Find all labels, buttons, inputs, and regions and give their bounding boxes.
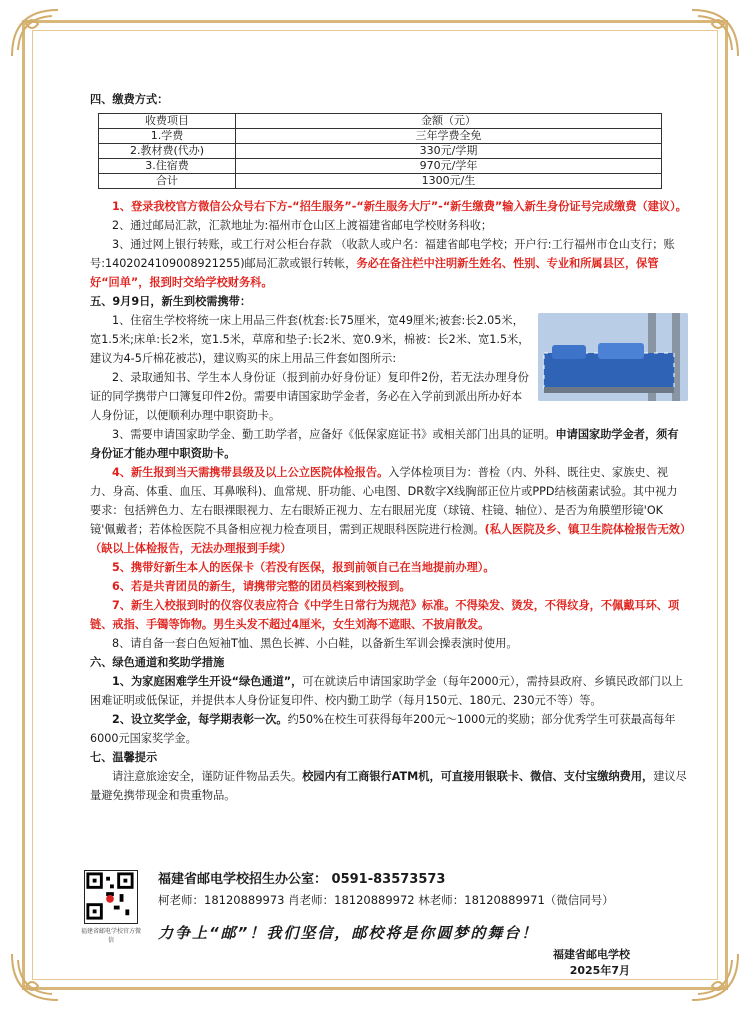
document-body (90, 90, 688, 805)
qr-code-icon[interactable] (84, 870, 138, 924)
ornament-corner-icon (688, 6, 742, 60)
table-cell: 330元/学期 (236, 144, 662, 159)
aid-item-1 (90, 672, 688, 710)
table-row (99, 174, 662, 189)
table-header: 收费项目 (99, 114, 236, 129)
tips-text-a: 请注意旅途安全，谨防证件物品丢失。 (112, 770, 303, 783)
carry-item-1: 1、住宿生学校将统一床上用品三件套(枕套:长75厘米，宽49厘米;被套:长2.05米，宽1.5米;床单:长2米，宽1.5米，草席和垫子:长2米、宽0.9米，棉被：长2米、宽1.5米，建议为4-5斤棉花被芯)，建议购买的床上用品三件套如图所示: (90, 314, 530, 365)
payment-method-3-text: 3、通过网上银行转账，或工行对公柜台存款 （收款人或户名：福建省邮电学校；开户行:工行福州市仓山支行；账号:1402024109008921255)邮局汇款或银行转帐， (90, 238, 675, 270)
table-row (99, 159, 662, 174)
carry-item-2: 2、录取通知书、学生本人身份证（报到前办好身份证）复印件2份，若无法办理身份证的同学携带户口簿复印件2份。需要申请国家助学金者，务必在入学前到派出所办好本人身份证，以便顺利办理中职资助卡。 (90, 371, 529, 422)
aid-item-2-text: 约50%在校生可获得每年200元～1000元的奖励；部分优秀学生可获最高每年6000元国家奖学金。 (90, 713, 676, 745)
carry-item-4-text: 入学体检项目为：普检（内、外科、既往史、家族史、视力、身高、体重、血压、耳鼻喉科)、血常规、肝功能、心电图、DR数字X线胸部正位片或PPD结核菌素试验。其中视力要求：包括辨色力、左右眼裸眼视力、左右眼矫正视力、左右眼屈光度（球镜、柱镜、轴位）、是否为角膜塑形镜'OK镜'佩戴者；若体检医院不具备相应视力检查项目，需到正规眼科医院进行检测。 (90, 466, 678, 536)
carry-item-4-note: (私人医院及乡、镇卫生院体检报告无效）（缺以上体检报告，无法办理报到手续） (90, 523, 686, 555)
payment-method-3 (90, 235, 688, 292)
office-phone: 福建省邮电学校招生办公室： 0591-83573573 (158, 872, 446, 887)
table-row (99, 129, 662, 144)
carry-item-5: 5、携带好新生本人的医保卡（若没有医保，报到前领自己在当地提前办理）。 (112, 561, 495, 574)
table-cell: 2.教材费(代办) (99, 144, 236, 159)
ornament-corner-icon (688, 950, 742, 1004)
tips-text-c: 建议尽量避免携带现金和贵重物品。 (90, 770, 687, 802)
bedding-photo-icon (538, 313, 688, 401)
payment-method-1: 1、登录我校官方微信公众号右下方-“招生服务”-“新生服务大厅”-“新生缴费”输入新生身份证号完成缴费（建议）。 (112, 200, 687, 213)
table-cell: 970元/学年 (236, 159, 662, 174)
aid-item-1-text: 可在就读后申请国家助学金（每年2000元），需持县政府、乡镇民政部门以上困难证明或低保证，并提供本人身份证复印件、校内勤工助学（每月150元、180元、230元不等）等。 (90, 675, 684, 707)
carry-item-6: 6、若是共青团员的新生，请携带完整的团员档案到校报到。 (112, 580, 411, 593)
carry-item-3 (90, 425, 688, 463)
section-heading: 七、温馨提示 (90, 751, 158, 764)
school-signature: 福建省邮电学校 (553, 948, 630, 961)
fee-table (98, 113, 662, 189)
aid-item-2-lead: 2、设立奖学金，每学期表彰一次。 (112, 713, 288, 726)
ornament-corner-icon (8, 950, 62, 1004)
table-header-row (99, 114, 662, 129)
issue-date: 2025年7月 (569, 964, 630, 977)
ornament-corner-icon (8, 6, 62, 60)
carry-item-4 (90, 463, 688, 558)
tips-text-b: 校园内有工商银行ATM机，可直接用银联卡、微信、支付宝缴纳费用， (302, 770, 654, 783)
carry-item-3-text: 3、需要申请国家助学金、勤工助学者，应备好《低保家庭证书》或相关部门出具的证明。 (112, 428, 556, 441)
teacher-contacts: 柯老师：18120889973 肖老师：18120889972 林老师：18120889971（微信同号） (158, 893, 614, 907)
section-heading: 六、绿色通道和奖助学措施 (90, 656, 225, 669)
section-heading: 四、缴费方式： (90, 93, 169, 106)
carry-item-8: 8、请自备一套白色短袖T恤、黑色长裤、小白鞋，以备新生军训会操表演时使用。 (112, 637, 518, 650)
section-heading: 五、9月9日，新生到校需携带： (90, 295, 252, 308)
qr-caption: 福建省邮电学校官方微信 (80, 928, 141, 944)
tips-text (90, 767, 688, 805)
carry-item-3-note: 申请国家助学金者，须有身份证才能办理中职资助卡。 (90, 428, 679, 460)
aid-item-1-lead: 1、为家庭困难学生开设“绿色通道”， (112, 675, 303, 688)
carry-item-7: 7、新生入校报到时的仪容仪表应符合《中学生日常行为规范》标准。不得染发、烫发，不得纹身，不佩戴耳环、项链、戒指、手镯等饰物。男生头发不超过4厘米，女生刘海不遮眼、不披肩散发。 (90, 599, 680, 631)
table-cell: 1.学费 (99, 129, 236, 144)
slogan: 力争上“邮”！我们坚信，邮校将是你圆梦的舞台！ (158, 924, 539, 942)
table-cell: 1300元/生 (236, 174, 662, 189)
table-row (99, 144, 662, 159)
table-cell: 三年学费全免 (236, 129, 662, 144)
aid-item-2 (90, 710, 688, 748)
table-header: 金额（元） (236, 114, 662, 129)
table-cell: 合计 (99, 174, 236, 189)
payment-note: 务必在备注栏中注明新生姓名、性别、专业和所属县区，保管好“回单”，报到时交给学校财务科。 (90, 257, 659, 289)
carry-item-4-lead: 4、新生报到当天需携带县级及以上公立医院体检报告。 (112, 466, 389, 479)
payment-method-2: 2、通过邮局汇款，汇款地址为:福州市仓山区上渡福建省邮电学校财务科收； (112, 219, 493, 232)
table-cell: 3.住宿费 (99, 159, 236, 174)
